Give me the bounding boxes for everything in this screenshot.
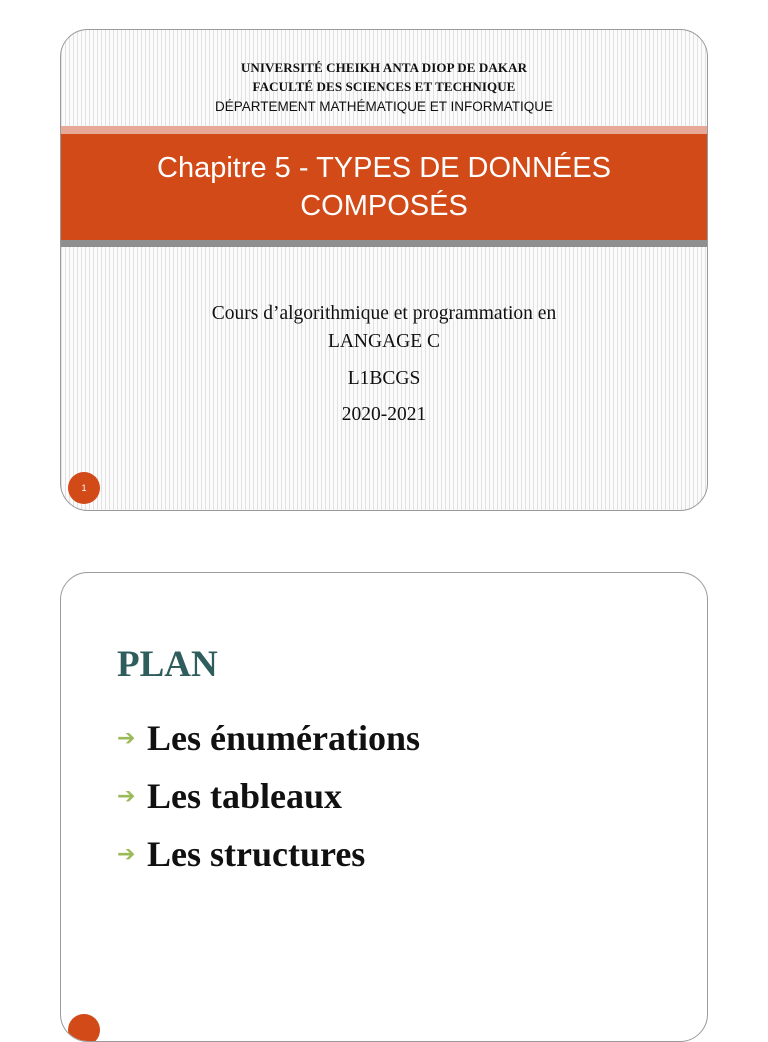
academic-year: 2020-2021 (341, 404, 427, 425)
slide-number-badge: 1 (68, 472, 100, 504)
course-description-line1: Cours d’algorithmique et programmation en (211, 303, 557, 324)
chapter-title (104, 149, 664, 225)
list-item (117, 709, 420, 767)
title-slide (60, 29, 708, 511)
institution-header (61, 58, 707, 118)
plan-heading: PLAN (117, 644, 218, 685)
arrow-right-icon: ➔ (117, 725, 136, 751)
title-band-bottom-stripe (61, 240, 707, 247)
list-item (117, 825, 420, 883)
department-name: DÉPARTEMENT MATHÉMATIQUE ET INFORMATIQUE (214, 99, 554, 114)
chapter-title-line2: COMPOSÉS (300, 190, 468, 222)
class-name: L1BCGS (347, 368, 421, 389)
arrow-right-icon: ➔ (117, 783, 136, 809)
faculty-name: FACULTÉ DES SCIENCES ET TECHNIQUE (252, 79, 516, 94)
slide-number-badge (68, 1014, 100, 1042)
list-item-label: Les tableaux (147, 776, 343, 816)
course-info (61, 300, 707, 430)
list-item (117, 767, 420, 825)
university-name: UNIVERSITÉ CHEIKH ANTA DIOP DE DAKAR (240, 60, 528, 75)
list-item-label: Les énumérations (147, 718, 420, 758)
arrow-right-icon: ➔ (117, 841, 136, 867)
chapter-title-line1: Chapitre 5 - TYPES DE DONNÉES (157, 152, 611, 184)
plan-list (117, 709, 420, 883)
list-item-label: Les structures (147, 834, 366, 874)
course-description-line2: LANGAGE C (327, 331, 441, 352)
plan-slide (60, 572, 708, 1042)
title-band-top-stripe (61, 126, 707, 134)
title-band (61, 134, 707, 240)
